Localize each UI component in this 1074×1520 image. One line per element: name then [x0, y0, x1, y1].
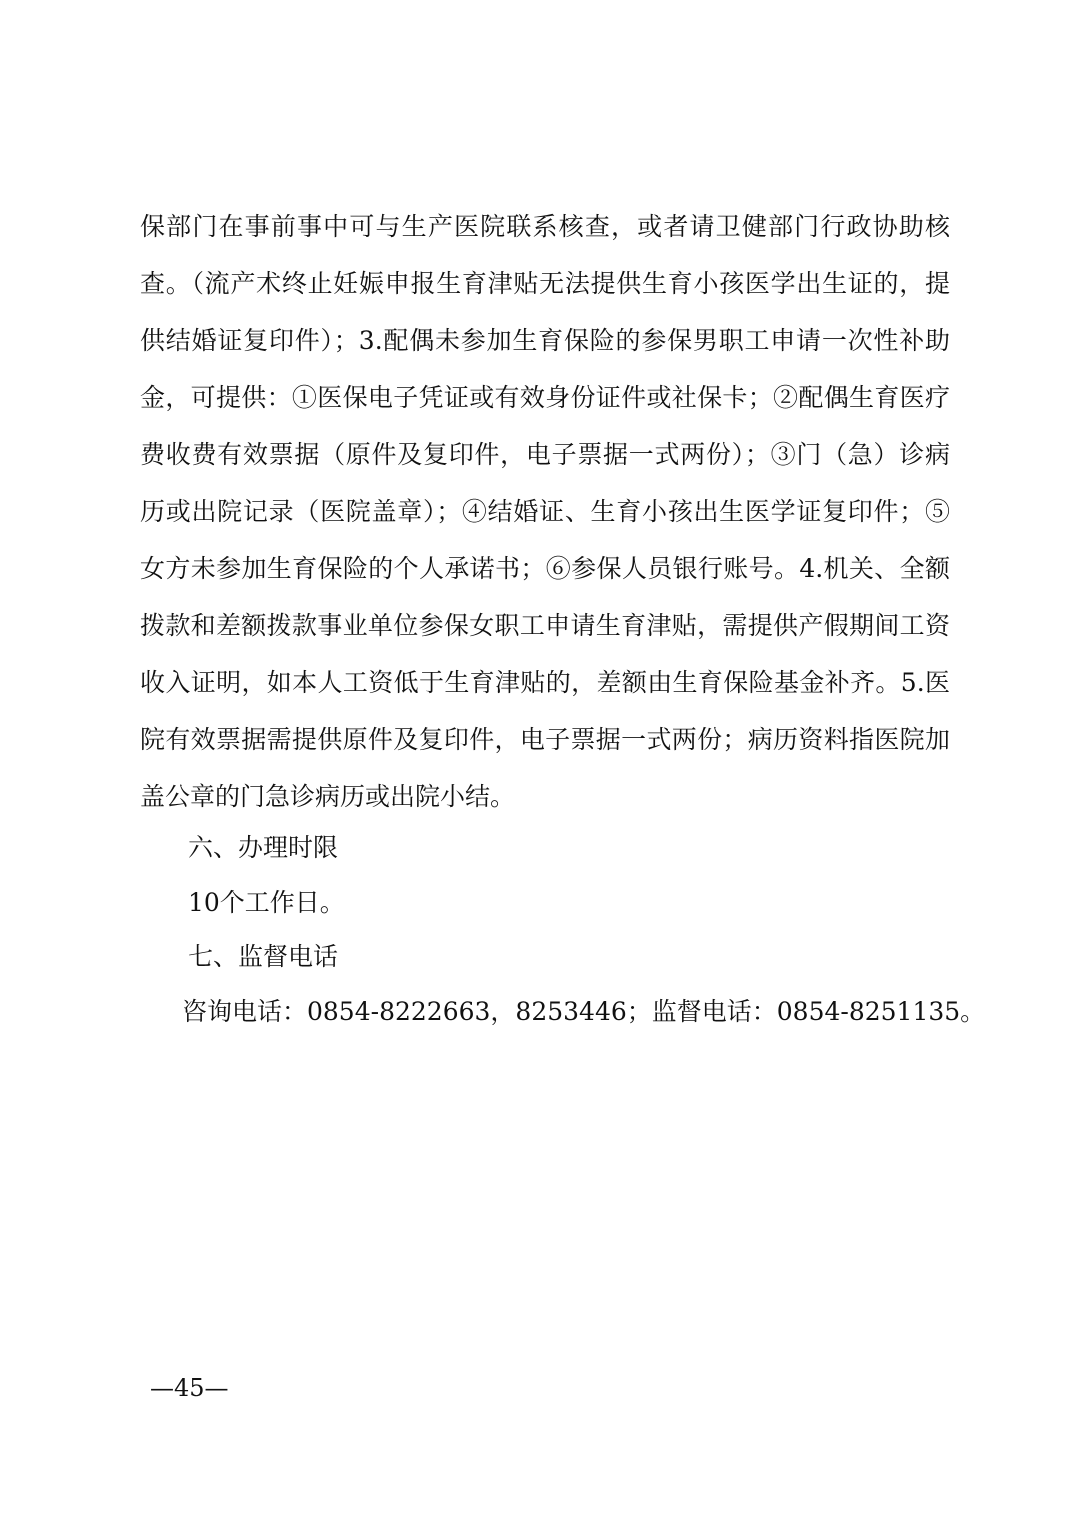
page-number: —45—: [150, 1374, 229, 1402]
paragraph-line-8: 拨款和差额拨款事业单位参保女职工申请生育津贴，需提供产假期间工资: [140, 611, 950, 640]
section-7-heading: 七、监督电话: [188, 942, 339, 971]
paragraph-line-5: 费收费有效票据（原件及复印件，电子票据一式两份）；③门（急）诊病: [140, 440, 950, 469]
section-6-content: 10个工作日。: [188, 888, 345, 917]
paragraph-line-7: 女方未参加生育保险的个人承诺书；⑥参保人员银行账号。4.机关、全额: [140, 554, 950, 583]
paragraph-line-4: 金，可提供：①医保电子凭证或有效身份证件或社保卡；②配偶生育医疗: [140, 383, 950, 412]
paragraph-line-11: 盖公章的门急诊病历或出院小结。: [140, 782, 516, 811]
paragraph-line-1: 保部门在事前事中可与生产医院联系核查，或者请卫健部门行政协助核: [140, 212, 950, 241]
section-6-heading: 六、办理时限: [188, 833, 339, 862]
paragraph-line-3: 供结婚证复印件）；3.配偶未参加生育保险的参保男职工申请一次性补助: [140, 326, 950, 355]
paragraph-line-10: 院有效票据需提供原件及复印件，电子票据一式两份；病历资料指医院加: [140, 725, 950, 754]
paragraph-line-9: 收入证明，如本人工资低于生育津贴的，差额由生育保险基金补齐。5.医: [140, 668, 950, 697]
paragraph-line-6: 历或出院记录（医院盖章）；④结婚证、生育小孩出生医学证复印件；⑤: [140, 497, 950, 526]
body-paragraph: [140, 198, 950, 825]
section-7-contact-phones: 咨询电话：0854-8222663，8253446；监督电话：0854-8251135。: [182, 997, 986, 1026]
paragraph-line-2: 查。（流产术终止妊娠申报生育津贴无法提供生育小孩医学出生证的，提: [140, 269, 950, 298]
